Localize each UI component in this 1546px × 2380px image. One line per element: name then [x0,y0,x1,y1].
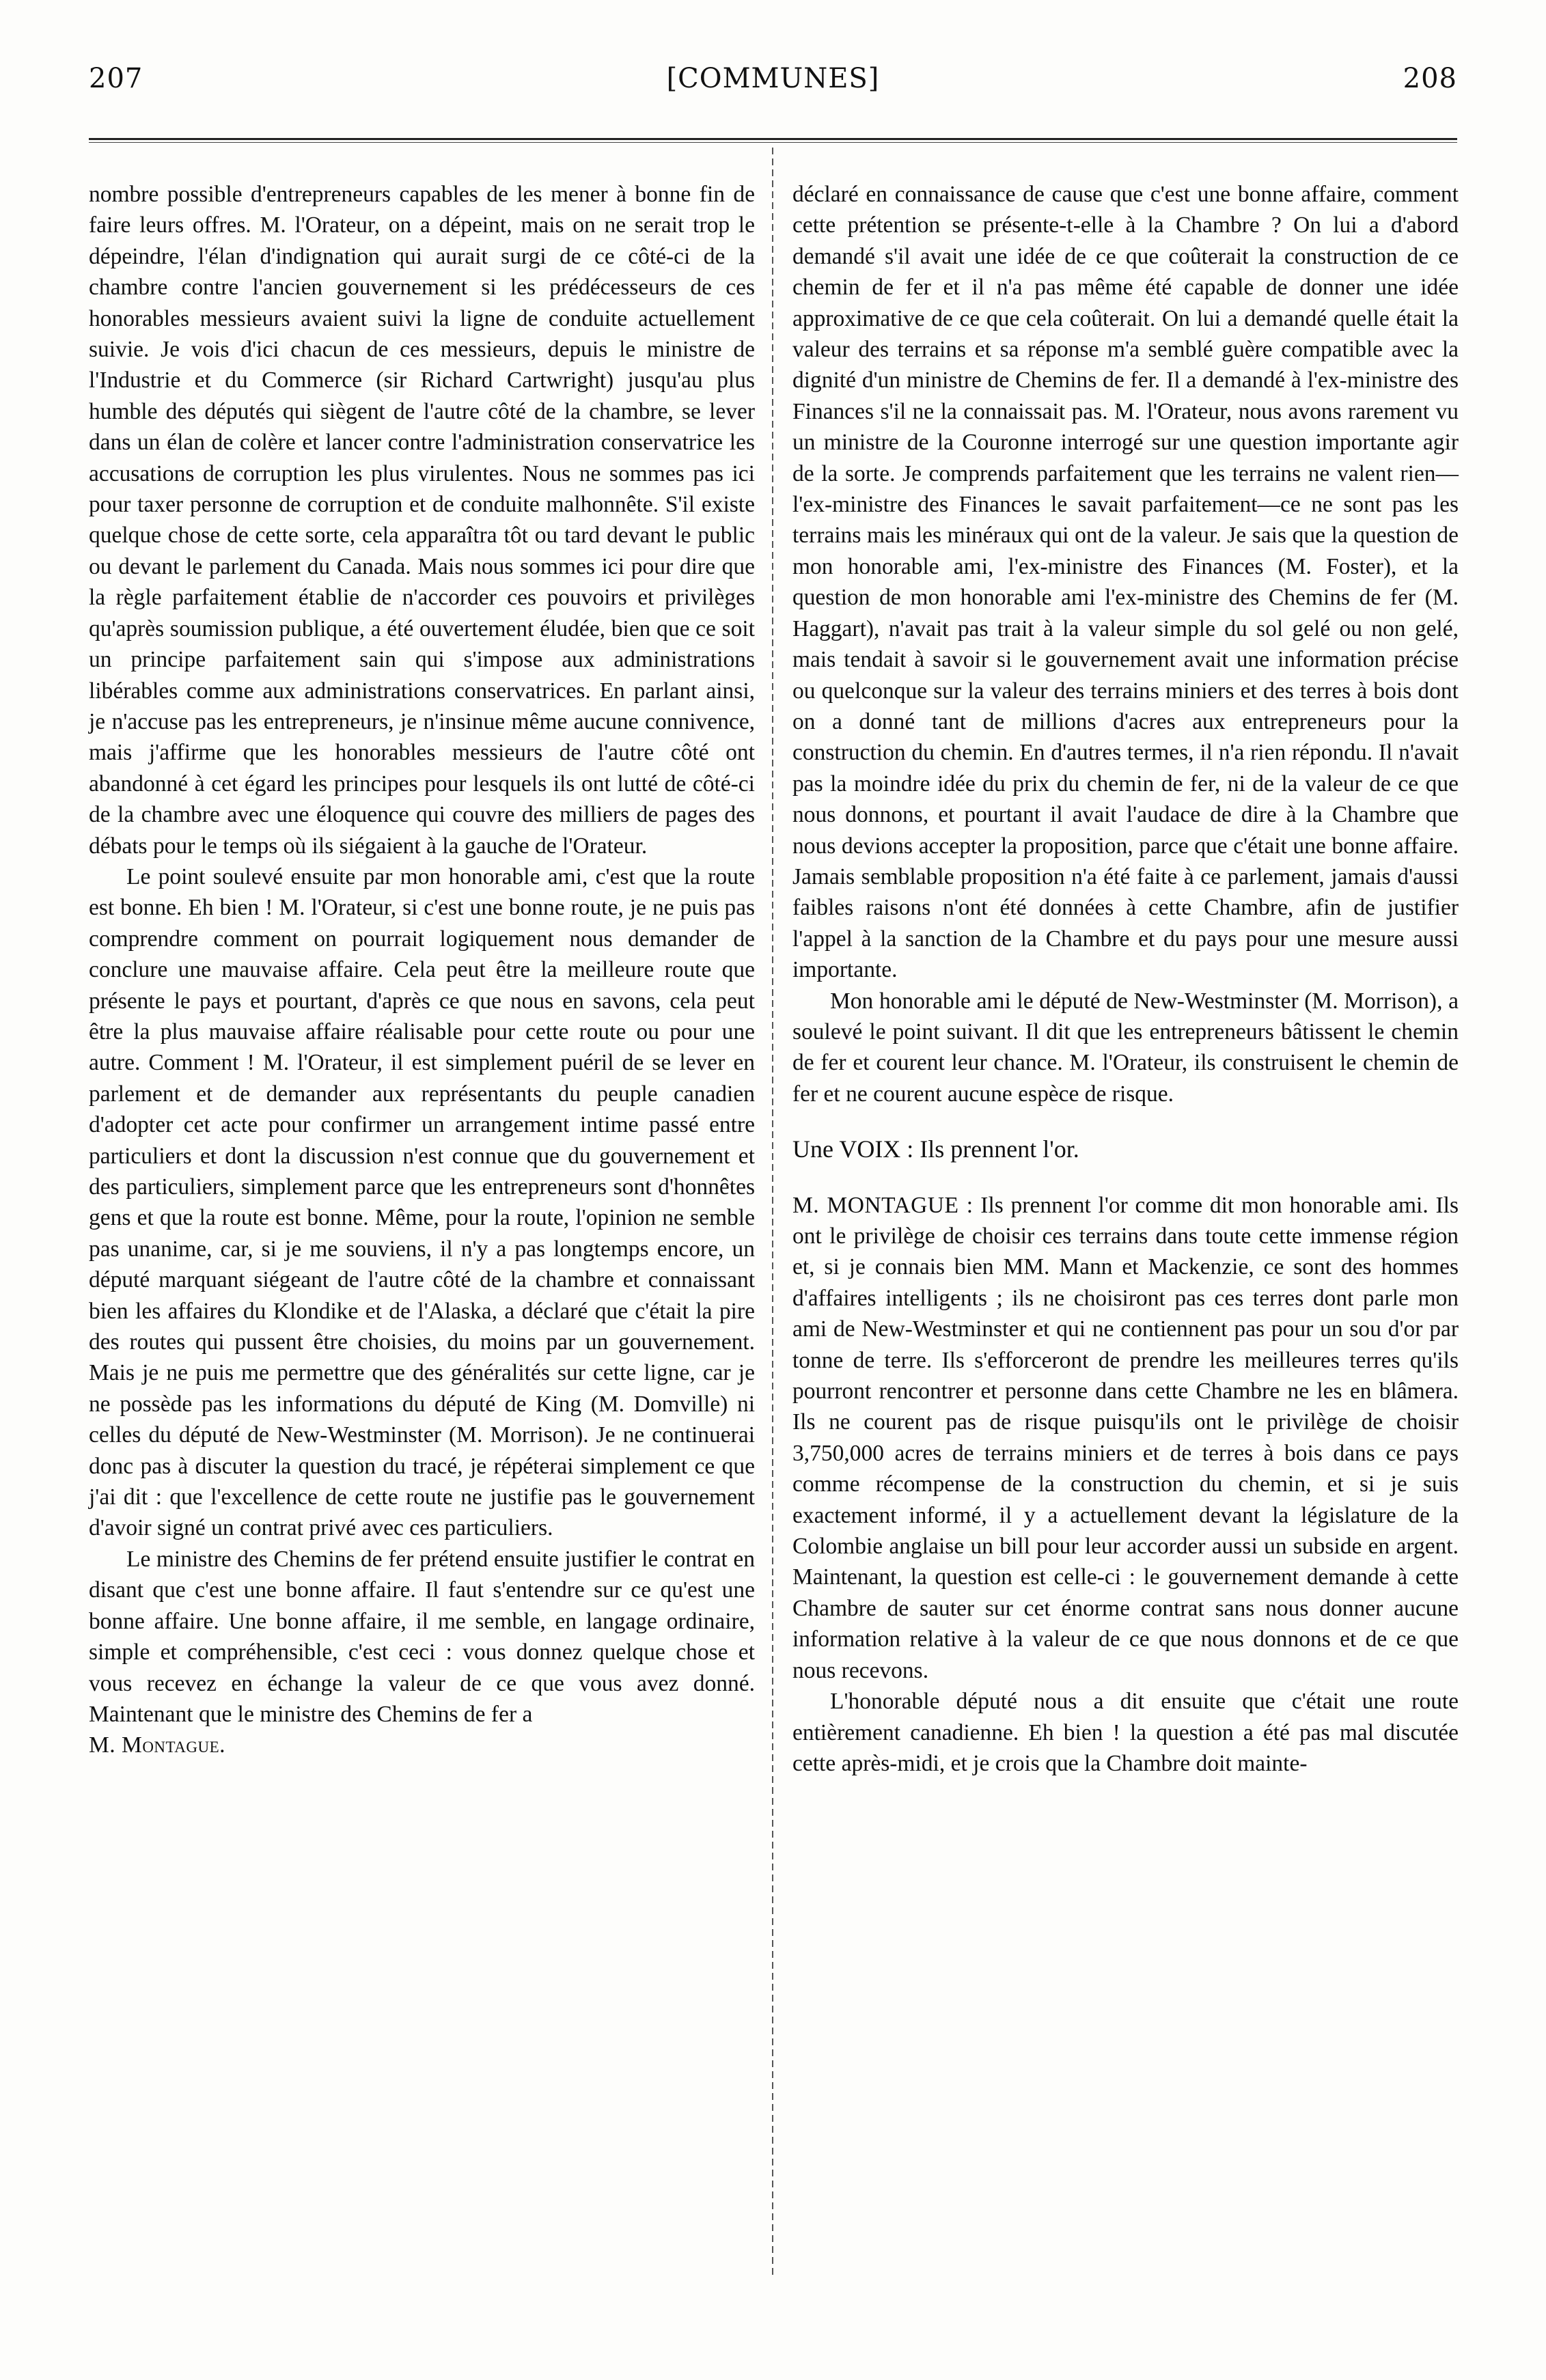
header-rule [89,138,1457,140]
speaker-signature: M. Montague. [89,1732,226,1758]
paragraph: nombre possible d'entrepreneurs capables de les mener à bonne fin de faire leurs offres. M. l'Orateur, on a dépeint, mais on ne serait trop le dépeindre, l'élan d'indignation qui aurait surgi de ce côté-ci de la chambre contre l'ancien gouvernement si les prédécesseurs de ces honorables messieurs avaient suivi la ligne de conduite actuellement suivie. Je vois d'ici chacun de ces messieurs, depuis le ministre de l'Industrie et du Commerce (sir Richard Cartwright) jusqu'au plus humble des députés qui siègent de l'autre côté de la chambre, se lever dans un élan de colère et lancer contre l'administration conservatrice les accusations de corruption les plus virulentes. Nous ne sommes pas ici pour taxer personne de corruption et de conduite malhonnête. S'il existe quelque chose de cette sorte, cela apparaîtra tôt ou tard devant le public ou devant le parlement du Canada. Mais nous sommes ici pour dire que la règle parfaitement établie de n'accorder ces pouvoirs et privilèges qu'après soumission publique, a été ouvertement éludée, bien que ce soit un principe parfaitement sain qui s'impose aux administrations libérables comme aux administrations conservatrices. En parlant ainsi, je n'accuse pas les entrepreneurs, je n'insinue même aucune connivence, mais j'affirme que les honorables messieurs de l'autre côté ont abandonné à cet égard les principes pour lesquels ils ont lutté de côté-ci de la chambre avec une éloquence qui couvre des milliers de pages des débats pour le temps où ils siégaient à la gauche de l'Orateur. [89,182,755,859]
paragraph: Mon honorable ami le député de New-Westminster (M. Morrison), a soulevé le point suivant. Il dit que les entrepreneurs bâtissent le chemin de fer et courent leur chance. M. l'Orateur, ils construisent le chemin de fer et ne courent aucune espèce de risque. [792,988,1459,1107]
running-title: [COMMUNES] [666,63,880,94]
left-column [89,179,755,1761]
interjection: Une VOIX : Ils prennent l'or. [792,1135,1079,1163]
paragraph: déclaré en connaissance de cause que c'est une bonne affaire, comment cette prétention se présente-t-elle à la Chambre ? On lui a d'abord demandé s'il avait une idée de ce que coûterait la construction de ce chemin de fer et il n'a pas même été capable de donner une idée approximative de ce que cela coûterait. On lui a demandé quelle était la valeur des terrains et sa réponse m'a semblé guère compatible avec la dignité d'un ministre de Chemins de fer. Il a demandé à l'ex-ministre des Finances s'il ne la connaissait pas. M. l'Orateur, nous avons rarement vu un ministre de la Couronne interrogé sur une question importante agir de la sorte. Je comprends parfaitement que les terrains ne valent rien—l'ex-ministre des Finances le savait parfaitement—ce ne sont pas les terrains mais les minéraux qui ont de la valeur. Je sais que la question de mon honorable ami, l'ex-ministre des Finances (M. Foster), et la question de mon honorable ami l'ex-ministre des Chemins de fer (M. Haggart), n'avait pas trait à la valeur simple du sol gelé ou non gelé, mais tendait à savoir si le gouvernement avait une information précise ou quelconque sur la valeur des terrains miniers et des terres à bois dont on a donné tant de millions d'acres aux entrepreneurs pour la construction du chemin. En d'autres termes, il n'a rien répondu. Il n'avait pas la moindre idée du prix du chemin de fer, ni de la valeur de ce que nous donnons, et pourtant il avait l'audace de dire à la Chambre que nous devions accepter la proposition, parce que c'était une bonne affaire. Jamais semblable proposition n'a été faite à ce parlement, jamais d'aussi faibles raisons n'ont été données à cette Chambre, afin de justifier l'appel à la sanction de la Chambre et du pays pour une mesure aussi importante. [792,182,1459,983]
paragraph: Le ministre des Chemins de fer prétend ensuite justifier le contrat en disant que c'est une bonne affaire. Il faut s'entendre sur ce qu'est une bonne affaire. Une bonne affaire, il me semble, en langage ordinaire, simple et compréhensible, c'est ceci : vous donnez quelque chose et vous recevez en échange la valeur de ce que vous avez donné. Maintenant que le ministre des Chemins de fer a [89,1546,755,1727]
right-column [792,179,1459,1779]
speaker-name: M. MONTAGUE : [792,1192,974,1218]
paragraph [792,1190,1459,1687]
page-header [89,63,1457,104]
header-rule-thin [89,142,1457,143]
paragraph: L'honorable député nous a dit ensuite que c'était une route entièrement canadienne. Eh bien ! la question a été pas mal discutée cette après-midi, et je crois que la Chambre doit mainte- [792,1689,1459,1776]
column-divider [772,148,773,2279]
page-number-left: 207 [89,63,143,94]
page-number-right: 208 [1403,63,1457,94]
paragraph-text: Ils prennent l'or comme dit mon honorable ami. Ils ont le privilège de choisir ces terrains dans toute cette immense région et, si je connais bien MM. Mann et Mackenzie, ce sont des hommes d'affaires intelligents ; ils ne choisiront pas ces terres dont parle mon ami de New-Westminster et qui ne contiennent pas pour un sou d'or par tonne de terre. Ils s'efforceront de prendre les meilleures terres qu'ils pourront rencontrer et personne dans cette Chambre ne les en blâmera. Ils ne courent pas de risque puisqu'ils ont le privilège de choisir 3,750,000 acres de terrains miniers et de terres à bois dans ce pays comme récompense de la construction du chemin, et si je suis exactement informé, il y a actuellement devant la législature de la Colombie anglaise un bill pour leur accorder aussi un subside en argent. Maintenant, la question est celle-ci : le gouvernement demande à cette Chambre de sauter sur cet énorme contrat sans nous donner aucune information relative à la valeur de ce que nous donnons et de ce que nous recevons. [792,1192,1459,1683]
paragraph: Le point soulevé ensuite par mon honorable ami, c'est que la route est bonne. Eh bien ! M. l'Orateur, si c'est une bonne route, je ne puis pas comprendre comment on pourrait logiquement nous demander de conclure une mauvaise affaire. Cela peut être la meilleure route que présente le pays et pourtant, d'après ce que nous en savons, cela peut être la plus mauvaise affaire réalisable pour cette route ou pour une autre. Comment ! M. l'Orateur, il est simplement puéril de se lever en parlement et de demander aux représentants du peuple canadien d'adopter cet acte pour confirmer un arrangement intime passé entre particuliers et dont la discussion n'est connue que du gouvernement et des particuliers, simplement parce que les entrepreneurs sont d'honnêtes gens et que la route est bonne. Même, pour la route, l'opinion ne semble pas unanime, car, si je me souviens, il n'y a pas longtemps encore, un député marquant siégeant de l'autre côté de la chambre et connaissant bien les affaires du Klondike et de l'Alaska, a déclaré que c'était la pire des routes qui pussent être choisies, du moins par un gouvernement. Mais je ne puis me permettre que des généralités sur cette ligne, car je ne possède pas les informations du député de King (M. Domville) ni celles du député de New-Westminster (M. Morrison). Je ne continuerai donc pas à discuter la question du tracé, je répéterai simplement ce que j'ai dit : que l'excellence de cette route ne justifie pas le gouvernement d'avoir signé un contrat privé avec ces particuliers. [89,863,755,1541]
